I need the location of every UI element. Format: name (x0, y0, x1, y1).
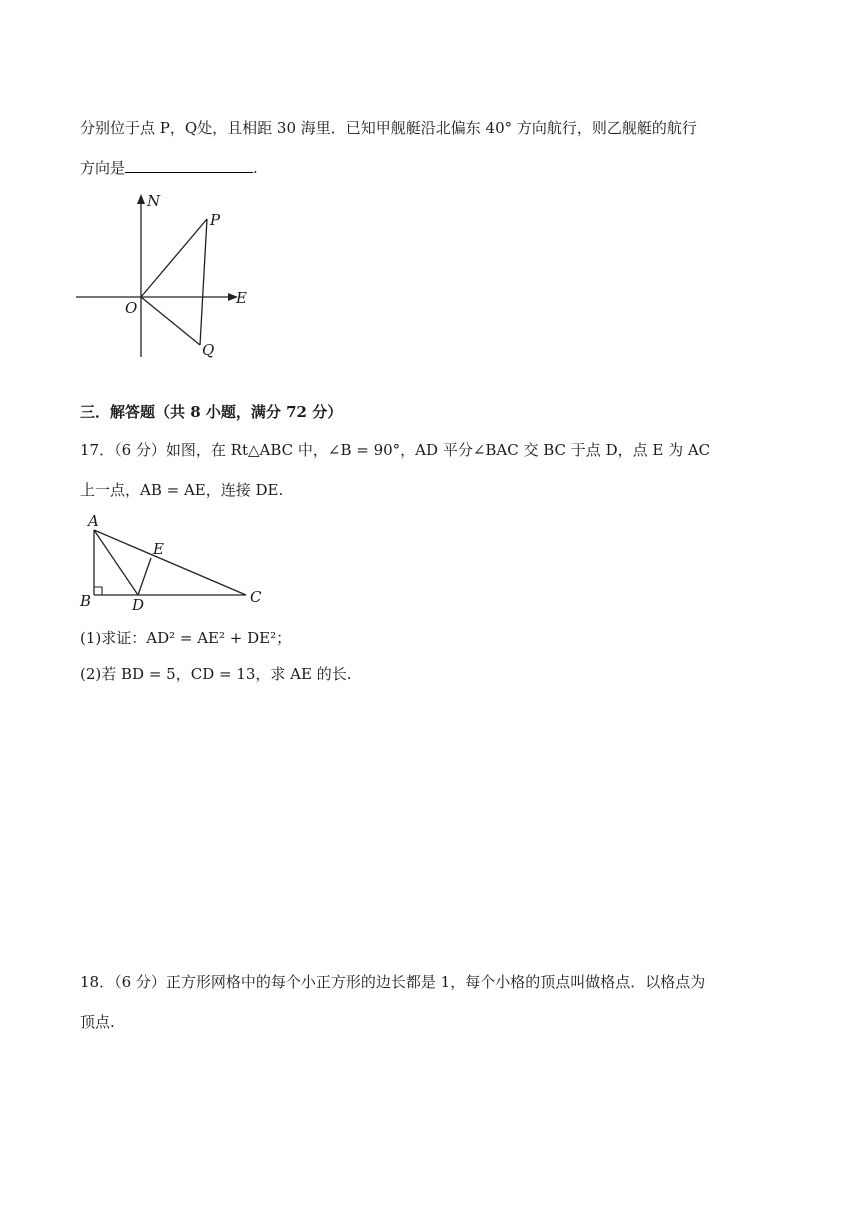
label-q: Q (202, 341, 215, 359)
q16-text-line1: 分别位于点 P，Q处，且相距 30 海里．已知甲舰艇沿北偏东 40° 方向航行，则乙舰艇的航行 (80, 119, 697, 137)
q18-text-line1: 18．（6 分）正方形网格中的每个小正方形的边长都是 1，每个小格的顶点叫做格点．以格点为 (80, 973, 706, 991)
label-p: P (210, 211, 221, 229)
right-angle-mark (94, 587, 102, 595)
label-d: D (132, 596, 145, 612)
label-n: N (147, 192, 161, 210)
q18-text-line2: 顶点. (80, 1013, 115, 1031)
label-o: O (125, 299, 138, 317)
q16-text-line2 (80, 158, 258, 178)
label-a: A (88, 512, 99, 530)
q16-prefix: 方向是 (80, 159, 126, 177)
segment-pq (200, 219, 207, 345)
q17-text-line1: 17．（6 分）如图，在 Rt△ABC 中，∠B = 90°，AD 平分∠BAC 交 BC 于点 D，点 E 为 AC (80, 441, 711, 459)
label-e: E (236, 289, 247, 307)
compass-figure (70, 190, 270, 365)
side-ac (94, 530, 246, 595)
section-title: 三．解答题（共 8 小题，满分 72 分） (80, 403, 343, 421)
label-c: C (250, 588, 262, 606)
label-b: B (80, 592, 92, 610)
segment-de (138, 558, 151, 595)
q17-part1: (1)求证：AD² = AE² + DE²； (80, 629, 292, 647)
q17-part2: (2)若 BD = 5，CD = 13，求 AE 的长. (80, 665, 352, 683)
segment-op (141, 219, 207, 297)
segment-oq (141, 297, 200, 345)
q17-text-line2: 上一点，AB = AE，连接 DE. (80, 481, 284, 499)
answer-blank (125, 158, 253, 173)
label-e2: E (153, 540, 164, 558)
north-arrowhead (137, 194, 145, 204)
triangle-figure (76, 512, 276, 612)
q16-suffix: . (253, 159, 258, 177)
